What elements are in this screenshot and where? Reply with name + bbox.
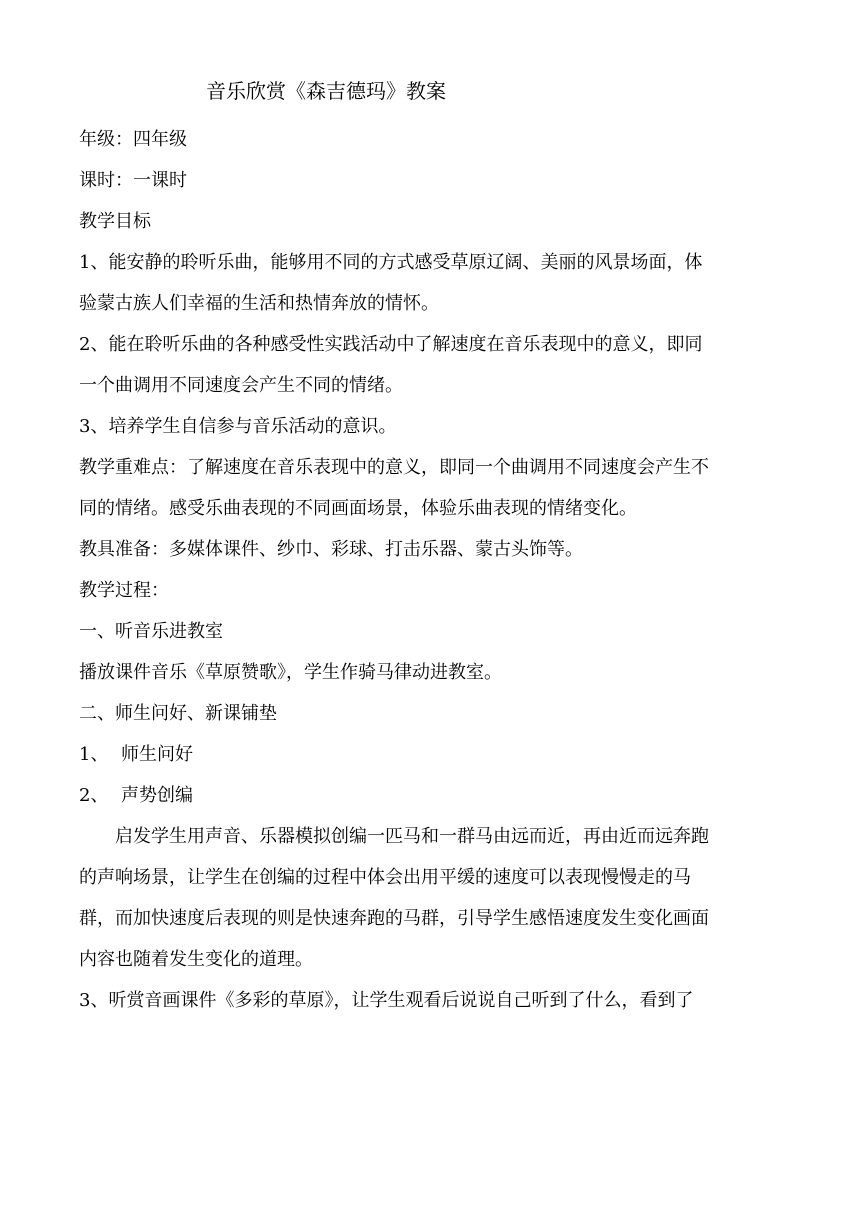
key-points-line-2: 同的情绪。感受乐曲表现的不同画面场景，体验乐曲表现的情绪变化。 xyxy=(79,498,637,519)
period-line: 课时：一课时 xyxy=(79,170,187,191)
paragraph-line-4: 内容也随着发生变化的道理。 xyxy=(79,949,313,970)
objective-3: 3、培养学生自信参与音乐活动的意识。 xyxy=(79,416,397,437)
list-number: 1、 xyxy=(79,744,109,765)
step-2-item-1 xyxy=(79,734,781,775)
step-2-item-2 xyxy=(79,775,781,816)
step-2-item-3: 3、听赏音画课件《多彩的草原》，让学生观看后说说自己听到了什么，看到了 xyxy=(79,990,694,1011)
paragraph-line-2: 的声响场景，让学生在创编的过程中体会出用平缓的速度可以表现慢慢走的马 xyxy=(79,867,691,888)
step-1-heading: 一、听音乐进教室 xyxy=(79,621,223,642)
list-item-text: 声势创编 xyxy=(121,785,193,806)
objective-2-line-2: 一个曲调用不同速度会产生不同的情绪。 xyxy=(79,375,403,396)
objective-1-line-2: 验蒙古族人们幸福的生活和热情奔放的情怀。 xyxy=(79,293,439,314)
step-1-text: 播放课件音乐《草原赞歌》，学生作骑马律动进教室。 xyxy=(79,662,502,683)
paragraph-line-3: 群，而加快速度后表现的则是快速奔跑的马群，引导学生感悟速度发生变化画面 xyxy=(79,908,709,929)
objective-1-line-1: 1、能安静的聆听乐曲，能够用不同的方式感受草原辽阔、美丽的风景场面，体 xyxy=(79,252,703,273)
materials-line: 教具准备：多媒体课件、纱巾、彩球、打击乐器、蒙古头饰等。 xyxy=(79,539,583,560)
grade-line: 年级：四年级 xyxy=(79,129,187,150)
list-number: 2、 xyxy=(79,785,109,806)
list-item-text: 师生问好 xyxy=(121,744,193,765)
objective-2-line-1: 2、能在聆听乐曲的各种感受性实践活动中了解速度在音乐表现中的意义，即同 xyxy=(79,334,703,355)
process-heading: 教学过程： xyxy=(79,580,169,601)
key-points-line-1: 教学重难点：了解速度在音乐表现中的意义，即同一个曲调用不同速度会产生不 xyxy=(79,457,709,478)
step-2-heading: 二、师生问好、新课铺垫 xyxy=(79,703,277,724)
paragraph-line-1: 启发学生用声音、乐器模拟创编一匹马和一群马由远而近，再由近而远奔跑 xyxy=(115,826,709,847)
document-body xyxy=(79,119,781,1021)
objectives-heading: 教学目标 xyxy=(79,211,151,232)
document-title: 音乐欣赏《森吉德玛》教案 xyxy=(206,79,446,103)
